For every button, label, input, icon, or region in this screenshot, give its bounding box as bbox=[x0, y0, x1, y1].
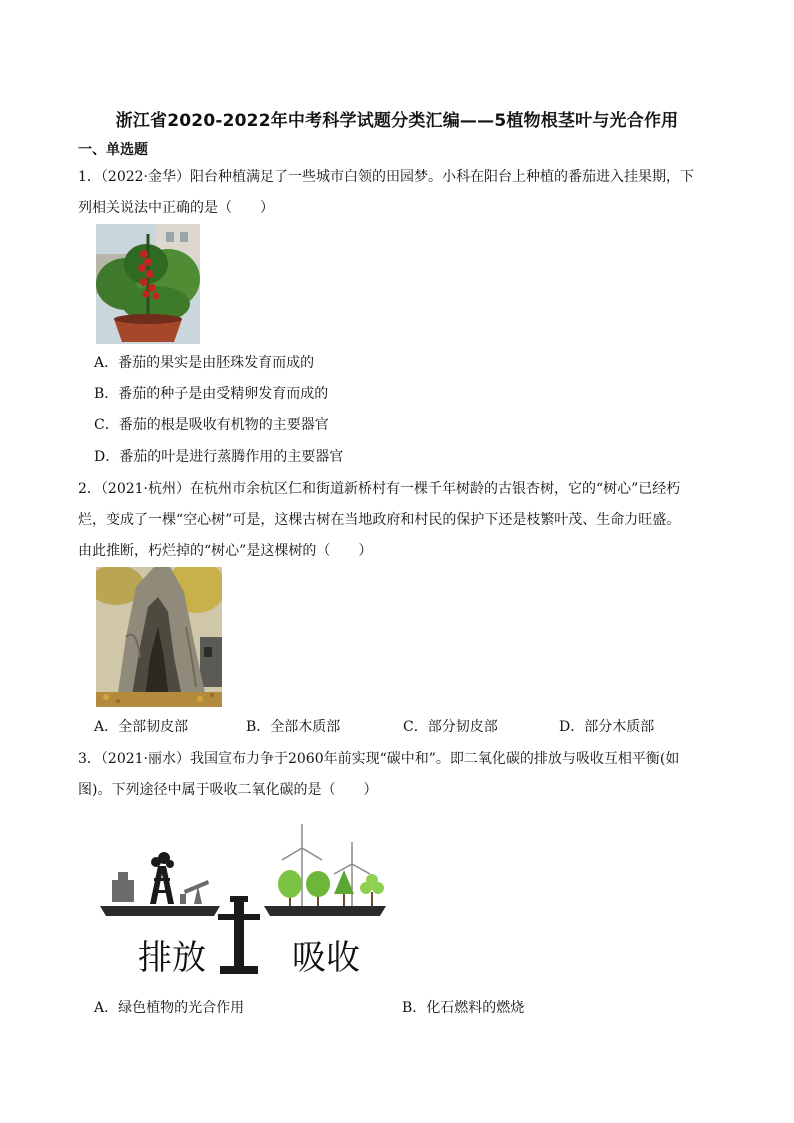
question-2-option-c[interactable]: C．部分韧皮部 bbox=[403, 719, 498, 735]
emit-label: 排放 bbox=[138, 938, 206, 978]
question-1-option-b[interactable]: B．番茄的种子是由受精卵发育而成的 bbox=[94, 386, 329, 402]
hollow-ginkgo-tree-photo bbox=[96, 567, 222, 707]
question-3-option-a[interactable]: A．绿色植物的光合作用 bbox=[94, 1000, 245, 1016]
question-3-text-line-1: 3．（2021·丽水）我国宣布力争于2060年前实现“碳中和”。即二氧化碳的排放与吸收互相平衡(如 bbox=[78, 751, 680, 767]
tomato-plant-photo bbox=[96, 224, 200, 344]
pump-jack-icon bbox=[180, 880, 209, 904]
question-2-option-b[interactable]: B．全部木质部 bbox=[246, 719, 341, 735]
question-2-text-line-3: 由此推断，朽烂掉的“树心”是这棵树的（ ） bbox=[78, 543, 373, 559]
question-1-option-a[interactable]: A．番茄的果实是由胚珠发育而成的 bbox=[94, 355, 315, 371]
section-heading: 一、单选题 bbox=[78, 142, 148, 158]
question-2-text-line-2: 烂，变成了一棵“空心树”可是，这棵古树在当地政府和村民的保护下还是枝繁叶茂、生命力旺盛。 bbox=[78, 512, 681, 528]
oil-derrick-icon bbox=[150, 852, 174, 904]
page-title: 浙江省2020-2022年中考科学试题分类汇编——5植物根茎叶与光合作用 bbox=[115, 111, 679, 131]
question-2-option-d[interactable]: D．部分木质部 bbox=[559, 719, 655, 735]
question-2-option-a[interactable]: A．全部韧皮部 bbox=[94, 719, 189, 735]
factory-icon bbox=[112, 872, 134, 902]
question-2-text-line-1: 2．（2021·杭州）在杭州市余杭区仁和街道新桥村有一棵千年树龄的古银杏树，它的“树心”已经朽 bbox=[78, 481, 681, 497]
question-1-option-d[interactable]: D．番茄的叶是进行蒸腾作用的主要器官 bbox=[94, 449, 344, 465]
question-3-text-line-2: 图)。下列途径中属于吸收二氧化碳的是（ ） bbox=[78, 782, 378, 798]
absorb-label: 吸收 bbox=[292, 938, 360, 978]
question-1-option-c[interactable]: C．番茄的根是吸收有机物的主要器官 bbox=[94, 417, 329, 433]
question-1-text-line-1: 1．（2022·金华）阳台种植满足了一些城市白领的田园梦。小科在阳台上种植的番茄进入挂果期，下 bbox=[78, 169, 694, 185]
carbon-balance-scale-figure bbox=[96, 818, 392, 978]
question-3-option-b[interactable]: B．化石燃料的燃烧 bbox=[402, 1000, 525, 1016]
question-1-text-line-2: 列相关说法中正确的是（ ） bbox=[78, 200, 274, 216]
tree-icons bbox=[278, 870, 384, 906]
